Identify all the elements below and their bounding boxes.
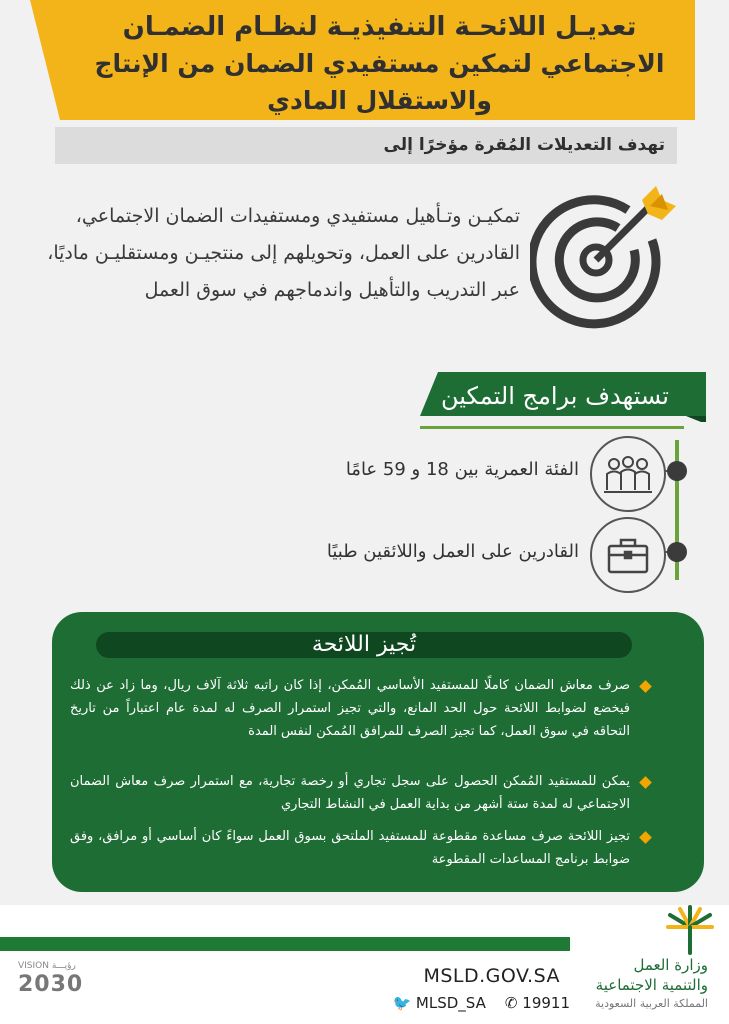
people-icon-circle [590, 436, 666, 512]
vision-year: 2030 [18, 972, 84, 997]
regulation-heading: تُجيز اللائحة [311, 632, 417, 657]
target-icon [530, 180, 682, 330]
briefcase-icon [592, 519, 664, 591]
vision-2030-logo [18, 960, 93, 1015]
vision-label: VISION رؤيـــة [18, 961, 76, 971]
ministry-logo-icon [660, 905, 720, 955]
programs-heading: تستهدف برامج التمكين [441, 382, 669, 410]
ministry-name-line-1: وزارة العمل [633, 956, 708, 974]
criterion-age: الفئة العمرية بين 18 و 59 عامًا [345, 459, 579, 480]
briefcase-icon-circle [590, 517, 666, 593]
heading-underline [420, 426, 684, 429]
website-link[interactable]: MSLD.GOV.SA [423, 965, 560, 987]
phone-icon: ✆ [504, 994, 518, 1012]
page-title-line-2: الاجتماعي لتمكين مستفيدي الضمان من الإنتاج [94, 49, 665, 78]
page-title-line-3: والاستقلال المادي [267, 86, 492, 115]
regulation-point: يمكن للمستفيد المُمكن الحصول على سجل تجاري أو رخصة تجارية، مع استمرار صرف معاش الضمان الاجتماعي له لمدة ستة أشهر من بداية العمل في النشاط التجاري [70, 774, 630, 812]
intro-text: تمكيـن وتـأهيل مستفيدي ومستفيدات الضمان الاجتماعي، القادرين على العمل، وتحويلهم إلى منتجيـن ومستقليـن ماديًا، عبر التدريب والتأهيل واندماجهم في سوق العمل [47, 205, 520, 301]
timeline-dot [667, 461, 687, 481]
contact-line [370, 992, 570, 1014]
regulation-point: تجيز اللائحة صرف مساعدة مقطوعة للمستفيد الملتحق بسوق العمل سواءً كان أساسي أو مرافق، وفق ضوابط برنامج المساعدات المقطوعة [70, 829, 630, 867]
footer-green-bar [0, 937, 570, 951]
ministry-country: المملكة العربية السعودية [595, 997, 708, 1010]
twitter-handle[interactable]: MLSD_SA [415, 994, 486, 1012]
ministry-name-line-2: والتنمية الاجتماعية [595, 976, 708, 994]
criterion-ability: القادرين على العمل واللائقين طبيًا [326, 541, 579, 562]
people-icon [592, 438, 664, 510]
regulation-point: صرف معاش الضمان كاملًا للمستفيد الأساسي المُمكن، إذا كان راتبه ثلاثة آلاف ريال، وما زاد عن ذلك فيخضع لضوابط اللائحة حول الحد المانع، والتي تجيز استمرار الصرف له لمدة عام اعتباراً من تاريخ التحاقه في سوق العمل، كما تجيز الصرف للمرافق المُمكن لنفس المدة [70, 678, 630, 739]
twitter-icon: 🐦 [392, 994, 412, 1012]
subtitle: تهدف التعديلات المُقرة مؤخرًا إلى [383, 135, 665, 155]
page-title-line-1: تعديـل اللائحـة التنفيذيـة لنظـام الضمـان [122, 12, 637, 42]
timeline-dot [667, 542, 687, 562]
phone-number[interactable]: 19911 [522, 994, 570, 1012]
